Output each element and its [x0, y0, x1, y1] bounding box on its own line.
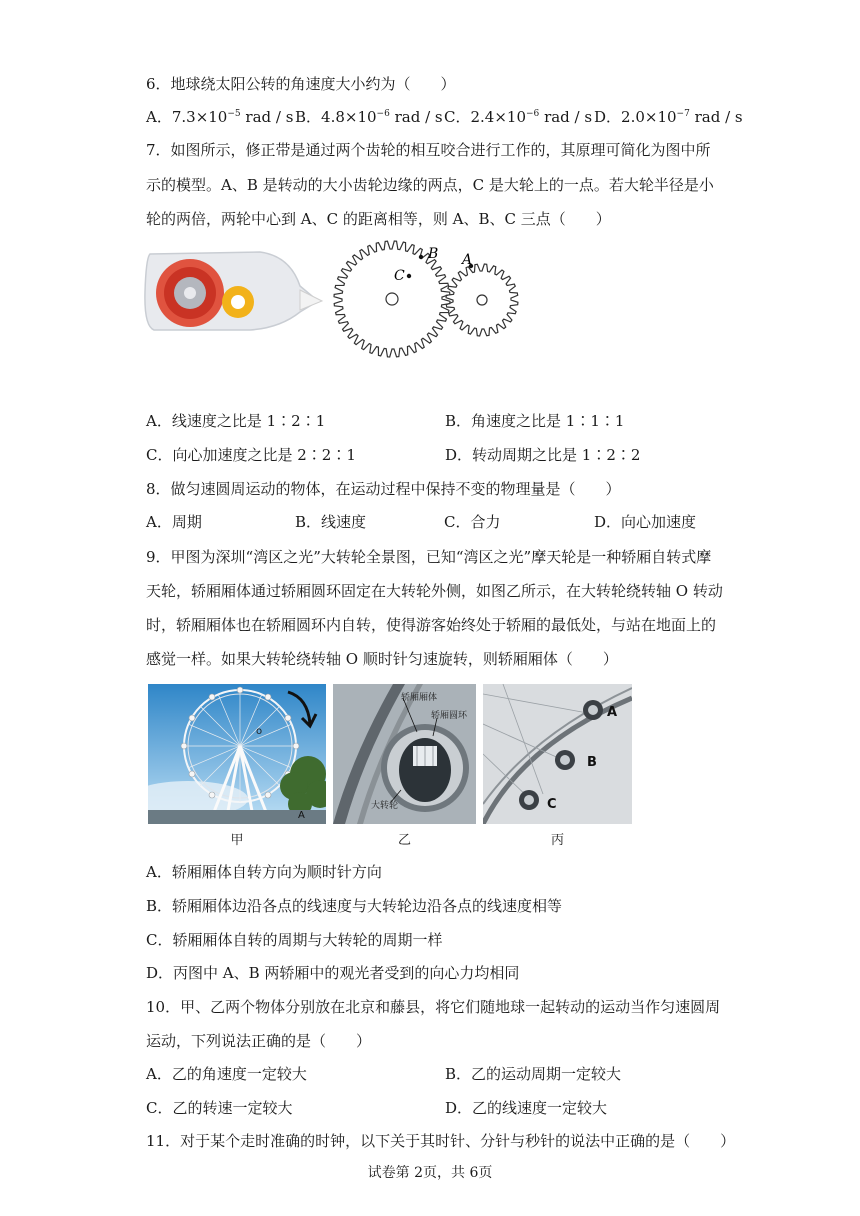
q7-option-d: D．转动周期之比是 1∶2∶2	[445, 446, 641, 464]
point-b-dot	[419, 255, 423, 259]
label-cabin-ring: 轿厢圆环	[431, 711, 468, 721]
photo-jia-ferris-wheel	[148, 684, 326, 824]
q9-stem-line4: 感觉一样。如果大转轮绕转轴 O 顺时针匀速旋转，则轿厢厢体（ ）	[146, 650, 618, 668]
q9-option-a: A．轿厢厢体自转方向为顺时针方向	[146, 863, 382, 881]
q8-option-c: C．合力	[444, 513, 501, 531]
q6-option-b: B．$4.8\times 10^{-6}$ rad / s	[295, 108, 443, 126]
q8-stem: 8．做匀速圆周运动的物体，在运动过程中保持不变的物理量是（ ）	[146, 480, 621, 498]
q7-stem-line1: 7．如图所示，修正带是通过两个齿轮的相互咬合进行工作的，其原理可简化为图中所	[146, 141, 711, 159]
q7-option-b: B．角速度之比是 1∶1∶1	[445, 412, 625, 430]
page-footer: 试卷第 2页，共 6页	[367, 1165, 493, 1181]
caption-bing: 丙	[550, 833, 564, 848]
q7-option-c: C．向心加速度之比是 2∶2∶1	[146, 446, 356, 464]
label-big-wheel: 大转轮	[371, 801, 399, 811]
label-bing-b: B	[587, 755, 597, 770]
q10-option-d: D．乙的线速度一定较大	[445, 1099, 608, 1117]
q7-stem-line2: 示的模型。A、B 是转动的大小齿轮边缘的两点，C 是大轮上的一点。若大轮半径是小	[146, 176, 714, 194]
label-c: C	[394, 268, 405, 284]
gear-diagram	[328, 240, 524, 362]
q9-option-d: D．丙图中 A、B 两轿厢中的观光者受到的向心力均相同	[146, 964, 520, 982]
q9-stem-line1: 9．甲图为深圳“湾区之光”大转轮全景图，已知“湾区之光”摩天轮是一种轿厢自转式摩	[146, 548, 712, 566]
big-gear-center	[386, 293, 398, 305]
caption-yi: 乙	[397, 833, 411, 848]
point-c-dot	[407, 274, 411, 278]
q10-stem-line1: 10．甲、乙两个物体分别放在北京和藤县，将它们随地球一起转动的运动当作匀速圆周	[146, 998, 721, 1016]
photo-bing-cabins	[483, 684, 632, 824]
q8-option-d: D．向心加速度	[594, 513, 697, 531]
caption-jia: 甲	[230, 833, 244, 848]
label-bing-c: C	[547, 797, 557, 812]
q7-stem-line3: 轮的两倍，两轮中心到 A、C 的距离相等，则 A、B、C 三点（ ）	[146, 210, 611, 228]
q11-stem: 11．对于某个走时准确的时钟，以下关于其时针、分针与秒针的说法中正确的是（ ）	[146, 1132, 736, 1150]
label-bing-a: A	[607, 705, 618, 720]
q10-option-c: C．乙的转速一定较大	[146, 1099, 293, 1117]
label-o: o	[256, 726, 263, 737]
q6-option-a: A．$7.3\times 10^{-5}$ rad / s	[146, 108, 294, 126]
label-cabin-body: 轿厢厢体	[401, 693, 438, 703]
q6-option-d: D．$2.0\times 10^{-7}$ rad / s	[594, 108, 743, 126]
q8-option-a: A．周期	[146, 513, 202, 531]
q9-option-b: B．轿厢厢体边沿各点的线速度与大转轮边沿各点的线速度相等	[146, 897, 563, 915]
q6-option-c: C．$2.4\times 10^{-6}$ rad / s	[444, 108, 593, 126]
q8-option-b: B．线速度	[295, 513, 367, 531]
small-gear-center	[477, 295, 487, 305]
q10-option-a: A．乙的角速度一定较大	[146, 1065, 307, 1083]
label-b: B	[428, 246, 439, 262]
label-jia-a: A	[298, 810, 305, 821]
q10-stem-line2: 运动，下列说法正确的是（ ）	[146, 1032, 372, 1050]
q9-option-c: C．轿厢厢体自转的周期与大转轮的周期一样	[146, 931, 443, 949]
q9-stem-line3: 时，轿厢厢体也在轿厢圆环内自转，使得游客始终处于轿厢的最低处，与站在地面上的	[146, 616, 717, 634]
q7-option-a: A．线速度之比是 1∶2∶1	[146, 412, 326, 430]
label-a: A	[462, 252, 473, 268]
photo-yi-cabin	[333, 684, 476, 824]
q9-stem-line2: 天轮，轿厢厢体通过轿厢圆环固定在大转轮外侧，如图乙所示，在大转轮绕转轴 O 转动	[146, 582, 723, 600]
q10-option-b: B．乙的运动周期一定较大	[445, 1065, 622, 1083]
correction-tape-illustration	[140, 246, 325, 336]
q6-stem: 6．地球绕太阳公转的角速度大小约为（ ）	[146, 75, 456, 93]
